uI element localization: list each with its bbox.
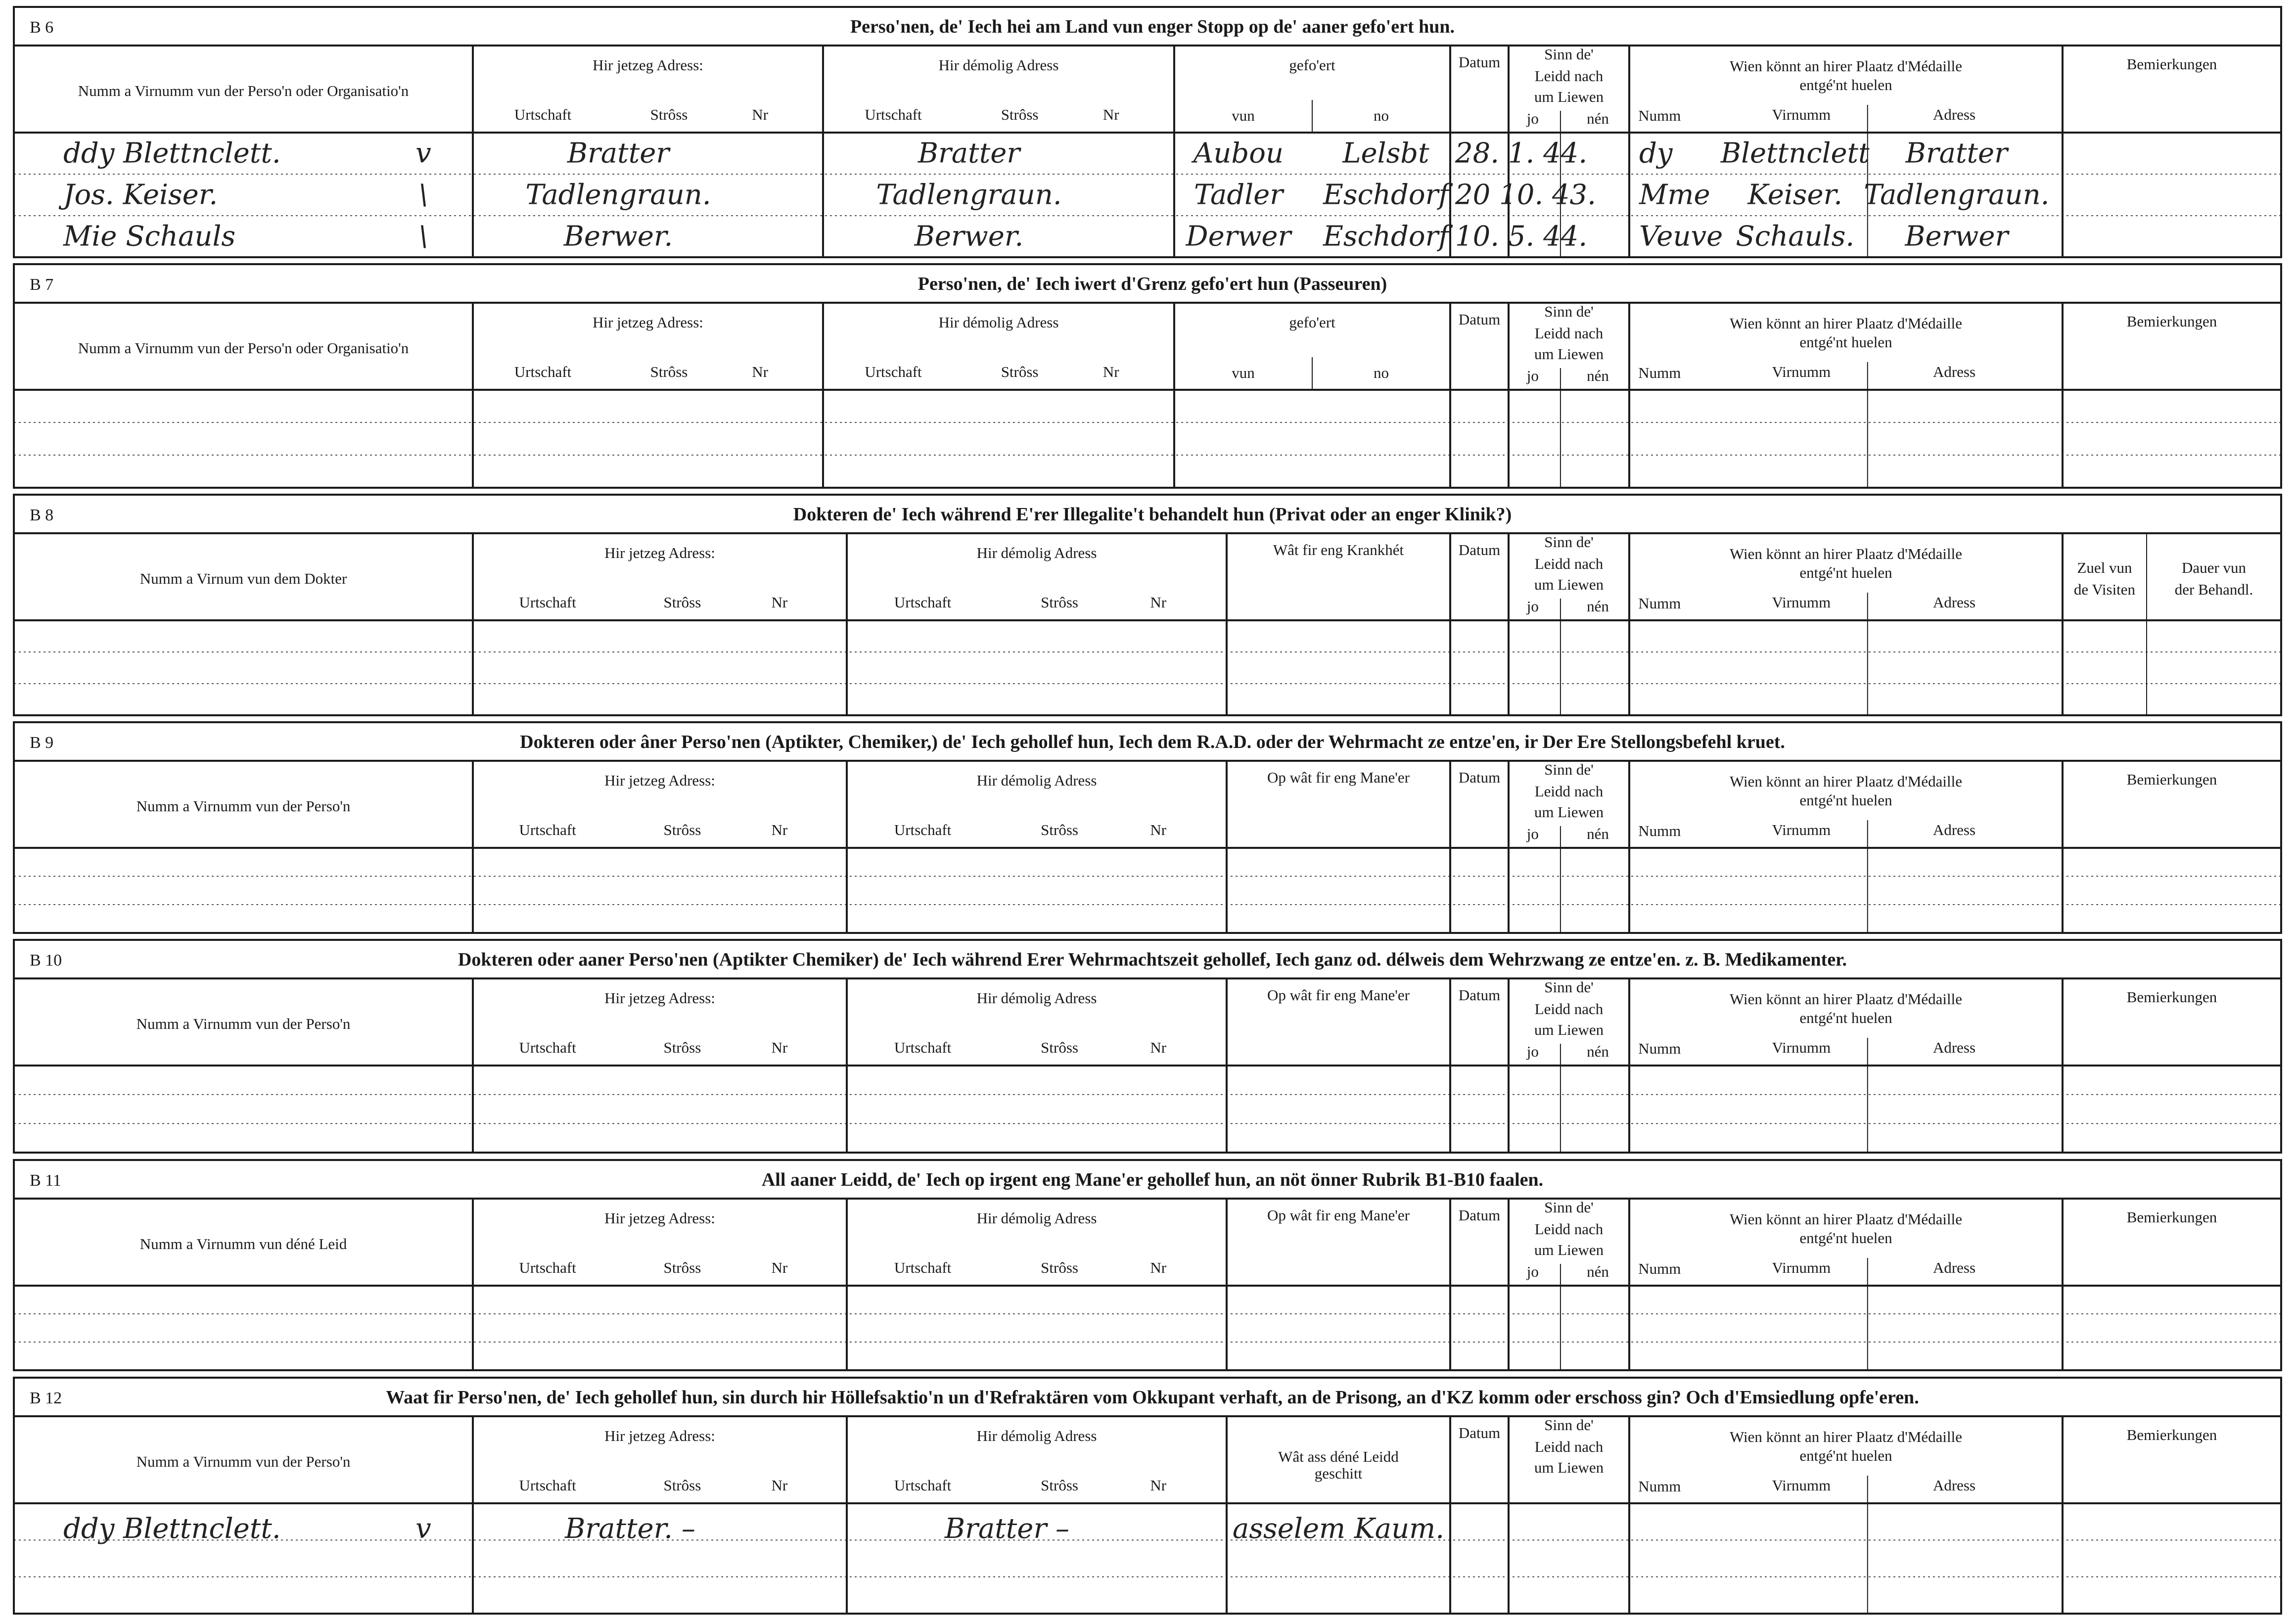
column-header-medal-first-name: Virnumm [1772,594,1831,611]
section-title: Dokteren oder âner Perso'nen (Aptikter, Chemiker,) de' Iech gehollef hun, Iech dem R.A.D. oder der Wehrmacht ze entze'en, ir Der Ere Stellongsbefehl kruet. [520,732,1785,752]
column-header-street: Strôss [663,1259,701,1276]
column-header-medal: Wien könnt an hirer Plaatz d'Médaille [1729,773,1963,790]
column-header-number: Nr [1150,1259,1167,1276]
entry-current-address: Bratter [567,137,670,170]
column-header-no: nén [1587,110,1609,127]
section-b9 [14,722,2281,933]
column-header-name: Numm a Virnum vun dem Dokter [139,570,347,587]
column-header-no: nén [1587,825,1609,842]
entry-medal-name: Veuve [1639,220,1723,253]
entry-current-address: Bratter. – [565,1513,695,1545]
column-header-current-address: Hir jetzeg Adress: [593,56,703,74]
section-label: B 9 [30,734,54,752]
section-label: B 7 [30,276,54,294]
column-header-current-address: Hir jetzeg Adress: [604,772,715,789]
section-b8 [14,495,2281,715]
column-header-no: nén [1587,598,1609,615]
column-header-number: Nr [1150,1039,1167,1056]
entry-date: 10. 5. 44. [1455,220,1588,253]
entry-medal-first-name: Blettnclett [1720,137,1870,170]
column-header-yes: jo [1526,598,1539,615]
column-header-medal-first-name: Virnumm [1772,363,1831,380]
entry-medal-address: Tadlengraun. [1864,179,2050,211]
entry-medal-name: dy [1639,137,1673,170]
column-header-locality: Urtschaft [865,363,922,380]
column-header-duration: der Behandl. [2174,581,2253,598]
column-header-number: Nr [771,821,788,838]
column-header-street: Strôss [1041,594,1078,611]
column-header-medal-first-name: Virnumm [1772,106,1831,123]
section-b12 [14,1378,2281,1614]
column-header-date: Datum [1458,53,1501,71]
column-header-alive: um Liewen [1534,1021,1604,1038]
entry-from: Aubou [1193,137,1284,170]
section-b7 [14,264,2281,488]
section-title: Perso'nen, de' Iech iwert d'Grenz gefo'ert hun (Passeuren) [918,274,1387,294]
column-header-what-happened: geschitt [1314,1465,1363,1482]
entry-to: Eschdorf [1323,220,1449,253]
column-header-street: Strôss [650,106,688,123]
column-header-date: Datum [1458,311,1501,328]
column-header-alive: Leidd nach [1534,783,1604,800]
column-header-medal: Wien könnt an hirer Plaatz d'Médaille [1729,315,1963,332]
column-header-yes: jo [1526,1263,1539,1280]
section-title: All aaner Leidd, de' Iech op irgent eng Mane'er gehollef hun, an nöt önner Rubrik B1-B10 faalen. [761,1169,1544,1190]
column-header-street: Strôss [1041,1477,1078,1494]
section-b6 [14,7,2281,257]
column-header-street: Strôss [663,1039,701,1056]
entry-check-mark: \ [418,179,428,211]
column-header-locality: Urtschaft [519,1039,576,1056]
section-b10 [14,940,2281,1153]
column-header-locality: Urtschaft [894,1259,952,1276]
column-header-medal-address: Adress [1932,106,1976,123]
column-header-alive: Sinn de' [1544,1199,1594,1216]
column-header-manner: Wât fir eng Krankhét [1273,541,1404,558]
column-header-medal: entgé'nt huelen [1799,1447,1892,1464]
column-header-medal-name: Numm [1638,1260,1681,1277]
column-header-number: Nr [771,1259,788,1276]
column-header-remarks: Bemierkungen [2126,771,2217,788]
section-label: B 10 [30,951,62,970]
column-header-medal-name: Numm [1638,364,1681,381]
section-label: B 12 [30,1389,62,1407]
column-header-manner: Op wât fir eng Mane'er [1267,1206,1410,1224]
section-title: Dokteren oder aaner Perso'nen (Aptikter Chemiker) de' Iech während Erer Wehrmachtszeit gehollef, Iech ganz od. délweis dem Wehrzwang ze entze'en. z. B. Medikamenter. [458,949,1847,970]
column-header-alive: Sinn de' [1544,978,1594,996]
column-header-number: Nr [1102,106,1119,123]
column-header-medal-name: Numm [1638,1478,1681,1495]
column-header-date: Datum [1458,769,1501,786]
column-header-former-address: Hir démolig Adress [976,772,1097,789]
entry-to: Eschdorf [1323,179,1449,211]
column-header-locality: Urtschaft [894,1039,952,1056]
section-title: Waat fir Perso'nen, de' Iech gehollef hun, sin durch hir Höllefsaktio'n un d'Refraktären vom Okkupant verhaft, an de Prisong, an d'KZ komm oder erschoss gin? Och d'Emsiedlung opfe'eren. [386,1387,1919,1408]
column-header-alive: Sinn de' [1544,533,1594,551]
column-header-remarks: Bemierkungen [2126,55,2217,73]
column-header-former-address: Hir démolig Adress [976,544,1097,561]
column-header-number: Nr [1102,363,1119,380]
column-header-former-address: Hir démolig Adress [938,314,1059,331]
entry-former-address: Bratter – [944,1513,1070,1545]
entry-from: Tadler [1193,179,1284,211]
column-header-medal-address: Adress [1932,1477,1976,1494]
entry-medal-name: Mme [1639,179,1710,211]
column-header-medal-first-name: Virnumm [1772,821,1831,838]
column-header-number: Nr [771,594,788,611]
column-header-street: Strôss [663,821,701,838]
column-header-former-address: Hir démolig Adress [976,1427,1097,1444]
column-header-number: Nr [1150,1477,1167,1494]
section-title: Perso'nen, de' Iech hei am Land vun enger Stopp op de' aaner gefo'ert hun. [850,16,1455,37]
column-header-locality: Urtschaft [894,821,952,838]
column-header-alive: Sinn de' [1544,1416,1594,1434]
column-header-date: Datum [1458,986,1501,1004]
column-header-name: Numm a Virnumm vun der Perso'n [136,797,351,815]
column-header-medal-address: Adress [1932,1039,1976,1056]
column-header-alive: Sinn de' [1544,303,1594,320]
entry-date: 28. 1. 44. [1455,137,1588,170]
column-header-street: Strôss [1041,821,1078,838]
column-header-current-address: Hir jetzeg Adress: [604,1427,715,1444]
column-header-street: Strôss [1041,1259,1078,1276]
column-header-date: Datum [1458,541,1501,558]
column-header-locality: Urtschaft [519,1259,576,1276]
column-header-yes: jo [1526,825,1539,842]
column-header-number: Nr [1150,821,1167,838]
column-header-current-address: Hir jetzeg Adress: [604,989,715,1007]
column-header-alive: Sinn de' [1544,46,1594,63]
column-header-medal: Wien könnt an hirer Plaatz d'Médaille [1729,57,1963,75]
column-header-from: vun [1232,364,1255,381]
entry-name: ddy Blettnclett. [63,1513,281,1545]
column-header-remarks: Bemierkungen [2126,313,2217,330]
column-header-medal: entgé'nt huelen [1799,564,1892,581]
column-header-name: Numm a Virnumm vun der Perso'n [136,1453,351,1470]
column-header-duration: Dauer vun [2182,559,2246,576]
column-header-medal: entgé'nt huelen [1799,76,1892,93]
column-header-alive: um Liewen [1534,345,1604,363]
entry-date: 20 10. 43. [1455,179,1596,211]
column-header-alive: Leidd nach [1534,1438,1604,1455]
column-header-current-address: Hir jetzeg Adress: [604,1209,715,1227]
column-header-alive: um Liewen [1534,1459,1604,1476]
entry-name: ddy Blettnclett. [63,137,281,170]
entry-check-mark: v [415,137,431,170]
column-header-locality: Urtschaft [519,1477,576,1494]
column-header-medal: entgé'nt huelen [1799,1009,1892,1026]
entry-medal-address: Bratter [1905,137,2008,170]
column-header-to: no [1374,364,1389,381]
column-header-medal-first-name: Virnumm [1772,1039,1831,1056]
column-header-alive: um Liewen [1534,88,1604,105]
column-header-to: no [1374,107,1389,124]
section-b11 [14,1160,2281,1370]
column-header-medal: Wien könnt an hirer Plaatz d'Médaille [1729,545,1963,562]
entry-check-mark: \ [418,220,428,253]
entry-to: Lelsbt [1342,137,1429,170]
column-header-no: nén [1587,367,1609,384]
column-header-alive: Leidd nach [1534,1220,1604,1238]
column-header-alive: um Liewen [1534,1241,1604,1258]
column-header-name: Numm a Virnumm vun der Perso'n oder Organisatio'n [78,82,409,99]
column-header-alive: Leidd nach [1534,555,1604,572]
entry-former-address: Tadlengraun. [876,179,1062,211]
entry-former-address: Berwer. [914,220,1024,253]
column-header-manner: Op wât fir eng Mane'er [1267,769,1410,786]
entry-medal-first-name: Schauls. [1736,220,1855,253]
column-header-locality: Urtschaft [894,594,952,611]
column-header-transported: gefo'ert [1289,56,1335,74]
entry-former-address: Bratter [918,137,1020,170]
entry-name: Jos. Keiser. [63,179,218,211]
entry-medal-address: Berwer [1905,220,2009,253]
column-header-no: nén [1587,1263,1609,1280]
entry-current-address: Berwer. [563,220,673,253]
column-header-medal-name: Numm [1638,107,1681,124]
column-header-locality: Urtschaft [514,363,572,380]
column-header-medal: entgé'nt huelen [1799,333,1892,351]
section-frame [14,1378,2281,1614]
column-header-transported: gefo'ert [1289,314,1335,331]
column-header-alive: Sinn de' [1544,761,1594,778]
column-header-alive: Leidd nach [1534,1000,1604,1018]
column-header-date: Datum [1458,1424,1501,1441]
column-header-number: Nr [752,363,768,380]
column-header-locality: Urtschaft [894,1477,952,1494]
column-header-medal: Wien könnt an hirer Plaatz d'Médaille [1729,990,1963,1008]
column-header-alive: Leidd nach [1534,325,1604,342]
section-title: Dokteren de' Iech während E'rer Illegalite't behandelt hun (Privat oder an enger Klinik?) [793,504,1512,525]
column-header-current-address: Hir jetzeg Adress: [604,544,715,561]
section-label: B 11 [30,1171,61,1190]
column-header-date: Datum [1458,1206,1501,1224]
entry-from: Derwer [1186,220,1291,253]
column-header-yes: jo [1526,367,1539,384]
column-header-street: Strôss [1041,1039,1078,1056]
column-header-street: Strôss [650,363,688,380]
column-header-no: nén [1587,1043,1609,1060]
column-header-number: Nr [771,1039,788,1056]
column-header-street: Strôss [663,1477,701,1494]
column-header-locality: Urtschaft [514,106,572,123]
column-header-remarks: Bemierkungen [2126,1426,2217,1443]
column-header-former-address: Hir démolig Adress [938,56,1059,74]
column-header-medal: Wien könnt an hirer Plaatz d'Médaille [1729,1428,1963,1445]
section-label: B 6 [30,18,54,37]
column-header-former-address: Hir démolig Adress [976,1209,1097,1227]
column-header-what-happened: Wât ass déné Leidd [1278,1448,1399,1465]
column-header-medal: Wien könnt an hirer Plaatz d'Médaille [1729,1210,1963,1228]
column-header-locality: Urtschaft [519,821,576,838]
column-header-number: Nr [752,106,768,123]
section-label: B 8 [30,506,54,524]
column-header-current-address: Hir jetzeg Adress: [593,314,703,331]
entry-name: Mie Schauls [63,220,236,253]
column-header-medal-address: Adress [1932,363,1976,380]
column-header-locality: Urtschaft [865,106,922,123]
column-header-street: Strôss [663,594,701,611]
column-header-yes: jo [1526,110,1539,127]
column-header-alive: Leidd nach [1534,67,1604,85]
column-header-name: Numm a Virnumm vun der Perso'n oder Organisatio'n [78,339,409,357]
column-header-medal: entgé'nt huelen [1799,1229,1892,1247]
column-header-alive: um Liewen [1534,576,1604,593]
column-header-street: Strôss [1001,106,1039,123]
entry-current-address: Tadlengraun. [525,179,711,211]
entry-medal-first-name: Keiser. [1747,179,1843,211]
column-header-medal-name: Numm [1638,595,1681,612]
column-header-number: Nr [1150,594,1167,611]
column-header-street: Strôss [1001,363,1039,380]
column-header-alive: um Liewen [1534,803,1604,821]
column-header-visits: Zuel vun [2077,559,2132,576]
column-header-medal-address: Adress [1932,1259,1976,1276]
column-header-yes: jo [1526,1043,1539,1060]
column-header-medal-address: Adress [1932,821,1976,838]
column-header-medal-name: Numm [1638,822,1681,839]
column-header-medal-name: Numm [1638,1040,1681,1057]
column-header-visits: de Visiten [2073,581,2136,598]
column-header-remarks: Bemierkungen [2126,988,2217,1006]
column-header-medal-first-name: Virnumm [1772,1477,1831,1494]
column-header-name: Numm a Virnumm vun déné Leid [139,1235,347,1253]
column-header-medal: entgé'nt huelen [1799,791,1892,809]
entry-what-happened: asselem Kaum. [1232,1513,1445,1545]
entry-check-mark: v [415,1513,431,1545]
column-header-number: Nr [771,1477,788,1494]
column-header-locality: Urtschaft [519,594,576,611]
column-header-manner: Op wât fir eng Mane'er [1267,986,1410,1004]
column-header-from: vun [1232,107,1255,124]
column-header-former-address: Hir démolig Adress [976,989,1097,1007]
column-header-medal-first-name: Virnumm [1772,1259,1831,1276]
column-header-name: Numm a Virnumm vun der Perso'n [136,1015,351,1032]
column-header-medal-address: Adress [1932,594,1976,611]
column-header-remarks: Bemierkungen [2126,1208,2217,1226]
